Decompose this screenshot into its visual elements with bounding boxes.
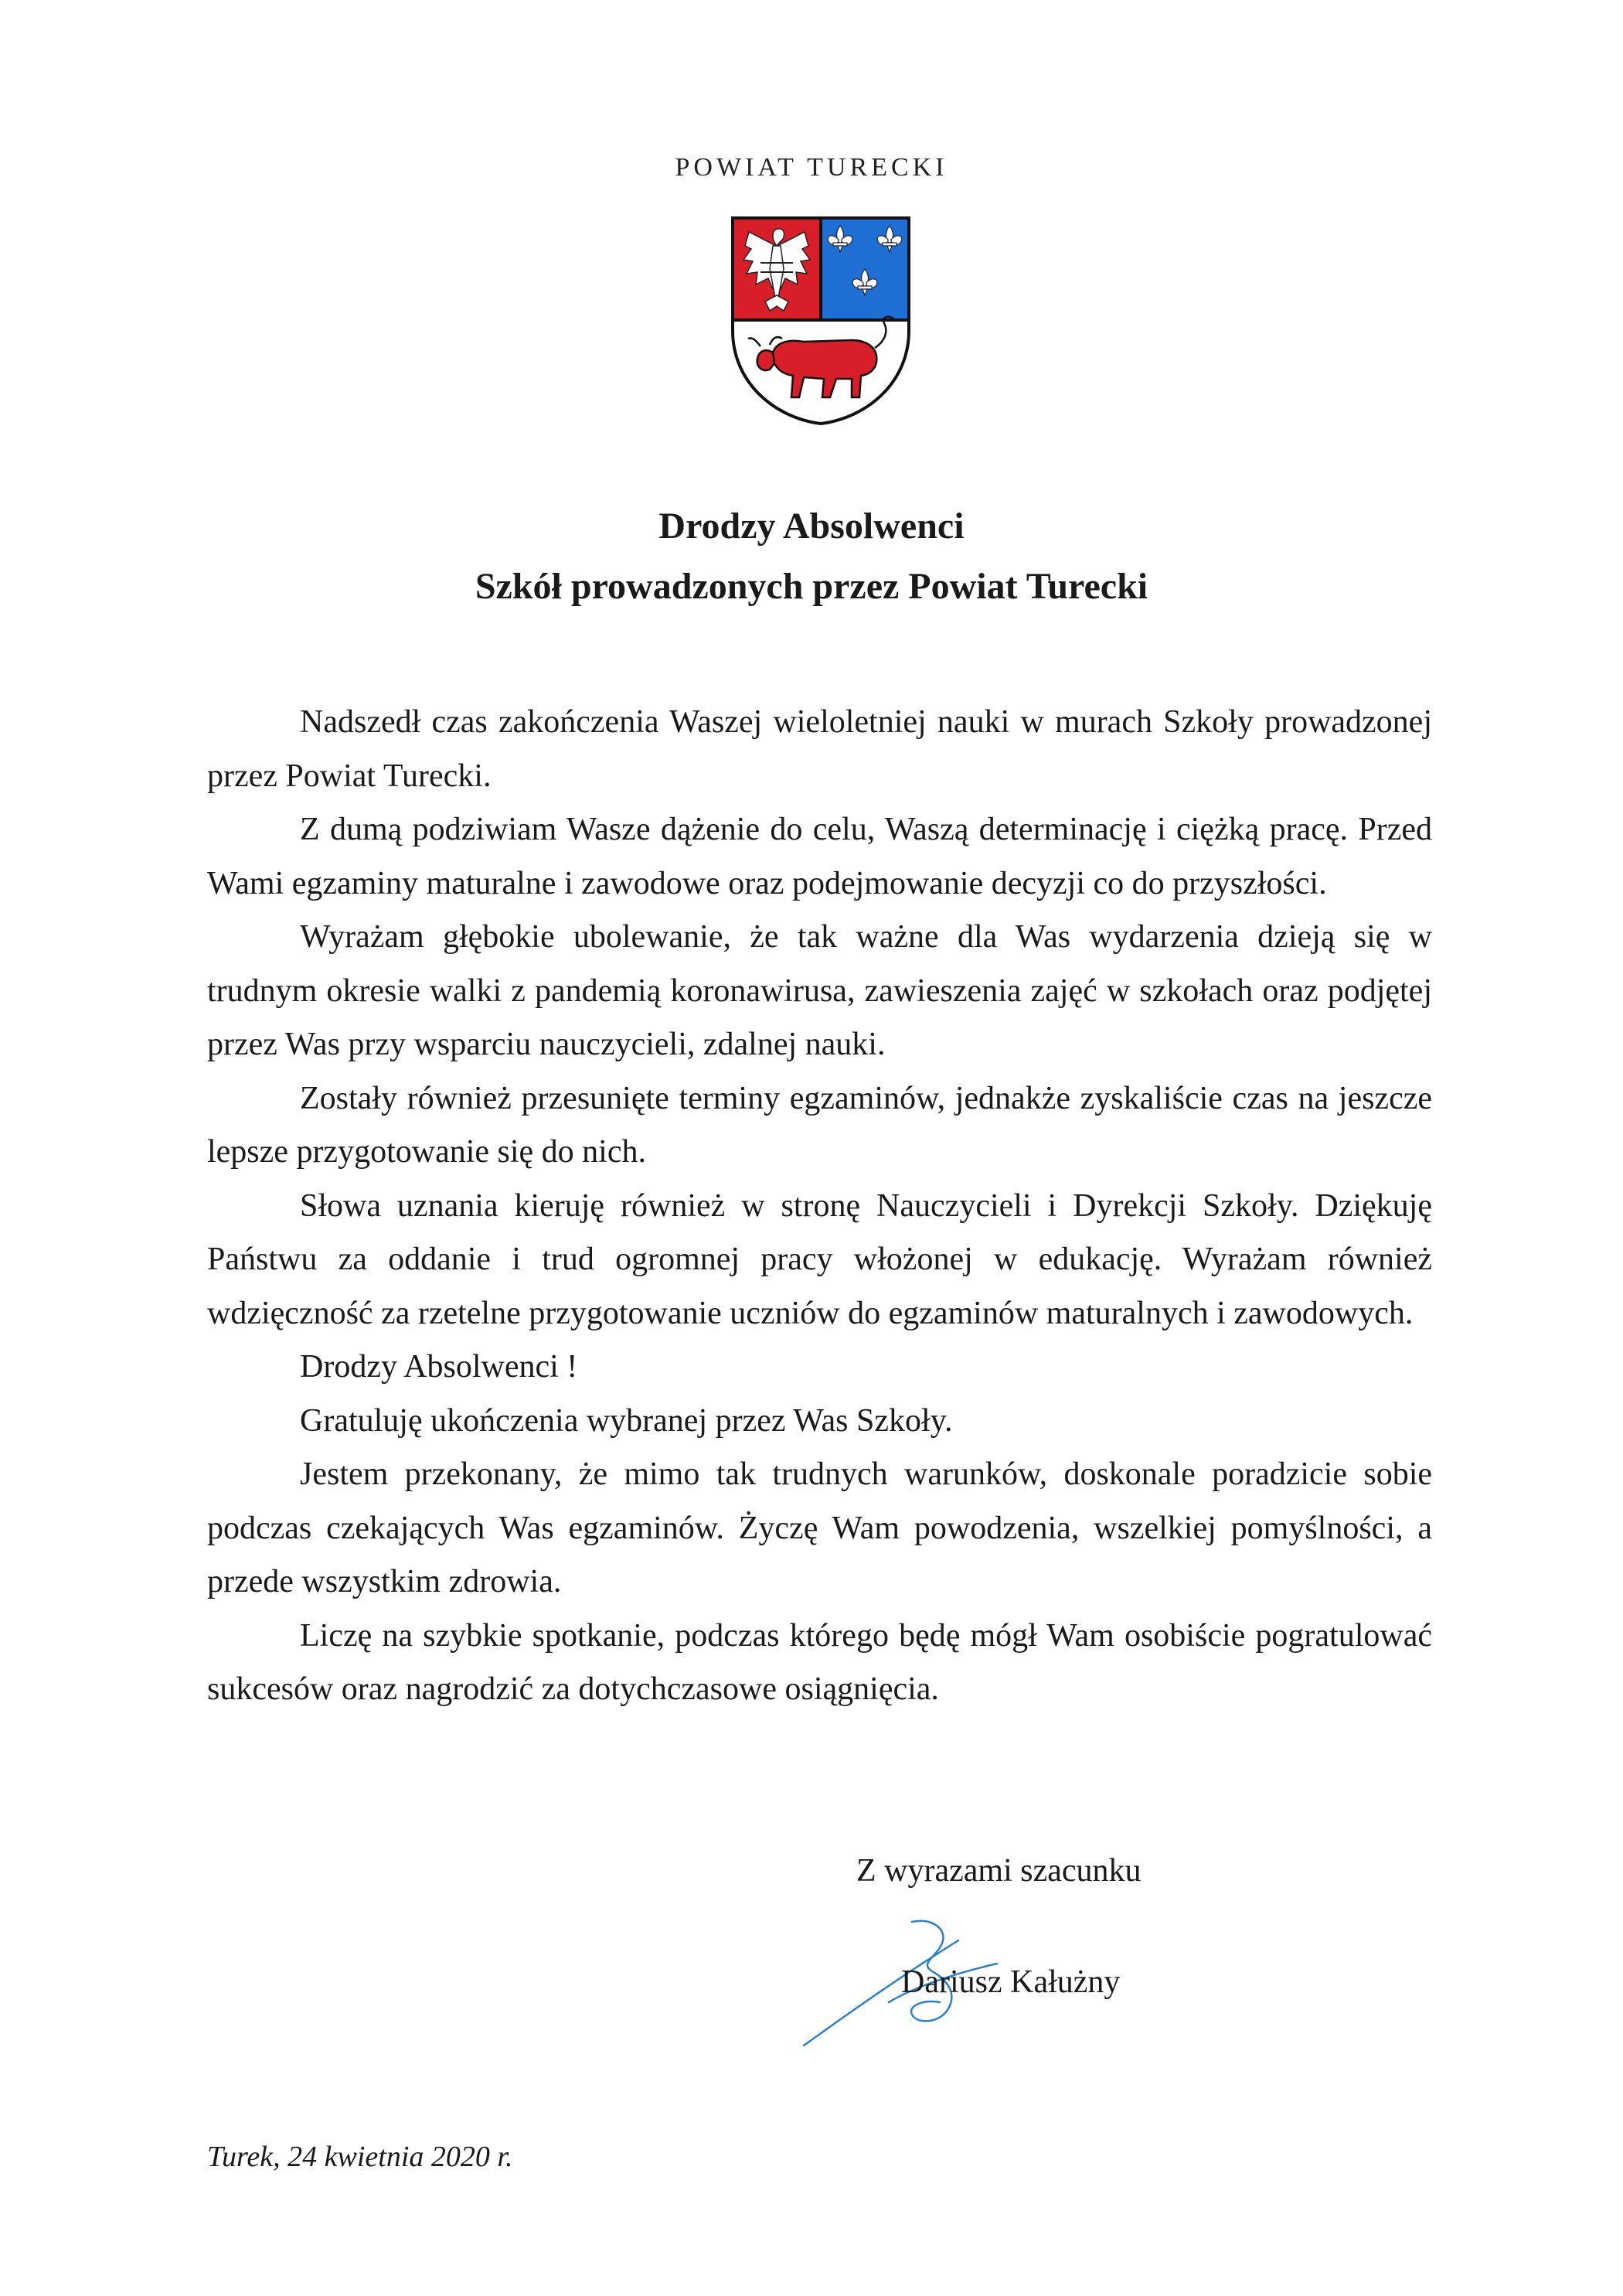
paragraph: Zostały również przesunięte terminy egzaminów, jednakże zyskaliście czas na jeszcze lepsze przygotowanie się do nich. (207, 1080, 1432, 1170)
place-and-date: Turek, 24 kwietnia 2020 r. (207, 2141, 513, 2173)
signatory-name: Dariusz Kałużny (901, 1964, 1121, 2000)
paragraph: Drodzy Absolwenci ! (300, 1349, 578, 1385)
letter-body (207, 696, 1432, 1717)
paragraph: Z dumą podziwiam Wasze dążenie do celu, Waszą determinację i ciężką pracę. Przed Wami egzaminy maturalne i zawodowe oraz podejmowanie decyzji co do przyszłości. (207, 812, 1432, 901)
paragraph: Liczę na szybkie spotkanie, podczas którego będę mógł Wam osobiście pogratulować sukcesów oraz nagrodzić za dotychczasowe osiągnięcia. (207, 1617, 1432, 1707)
greeting-heading (0, 496, 1623, 617)
coat-of-arms (730, 215, 912, 427)
greeting-line-1: Drodzy Absolwenci (658, 506, 965, 547)
paragraph: Słowa uznania kieruję również w stronę Nauczycieli i Dyrekcji Szkoły. Dziękuję Państwu za oddanie i trud ogromnej pracy włożonej w edukację. Wyrażam również wdzięczność za rzetelne przygotowanie uczniów do egzaminów maturalnych i zawodowych. (207, 1187, 1432, 1331)
closing-regards: Z wyrazami szacunku (856, 1853, 1142, 1889)
paragraph: Jestem przekonany, że mimo tak trudnych warunków, doskonale poradzicie sobie podczas czekających Was egzaminów. Życzę Wam powodzenia, wszelkiej pomyślności, a przede wszystkim zdrowia. (207, 1456, 1432, 1599)
paragraph: Nadszedł czas zakończenia Waszej wieloletniej nauki w murach Szkoły prowadzonej przez Powiat Turecki. (207, 704, 1432, 794)
county-header: POWIAT TURECKI (675, 153, 948, 182)
paragraph: Wyrażam głębokie ubolewanie, że tak ważne dla Was wydarzenia dzieją się w trudnym okresie walki z pandemią koronawirusa, zawieszenia zajęć w szkołach oraz podjętej przez Was przy wsparciu nauczycieli, zdalnej nauki. (207, 919, 1432, 1062)
paragraph: Gratuluję ukończenia wybranej przez Was Szkoły. (300, 1402, 953, 1439)
greeting-line-2: Szkół prowadzonych przez Powiat Turecki (475, 566, 1148, 607)
